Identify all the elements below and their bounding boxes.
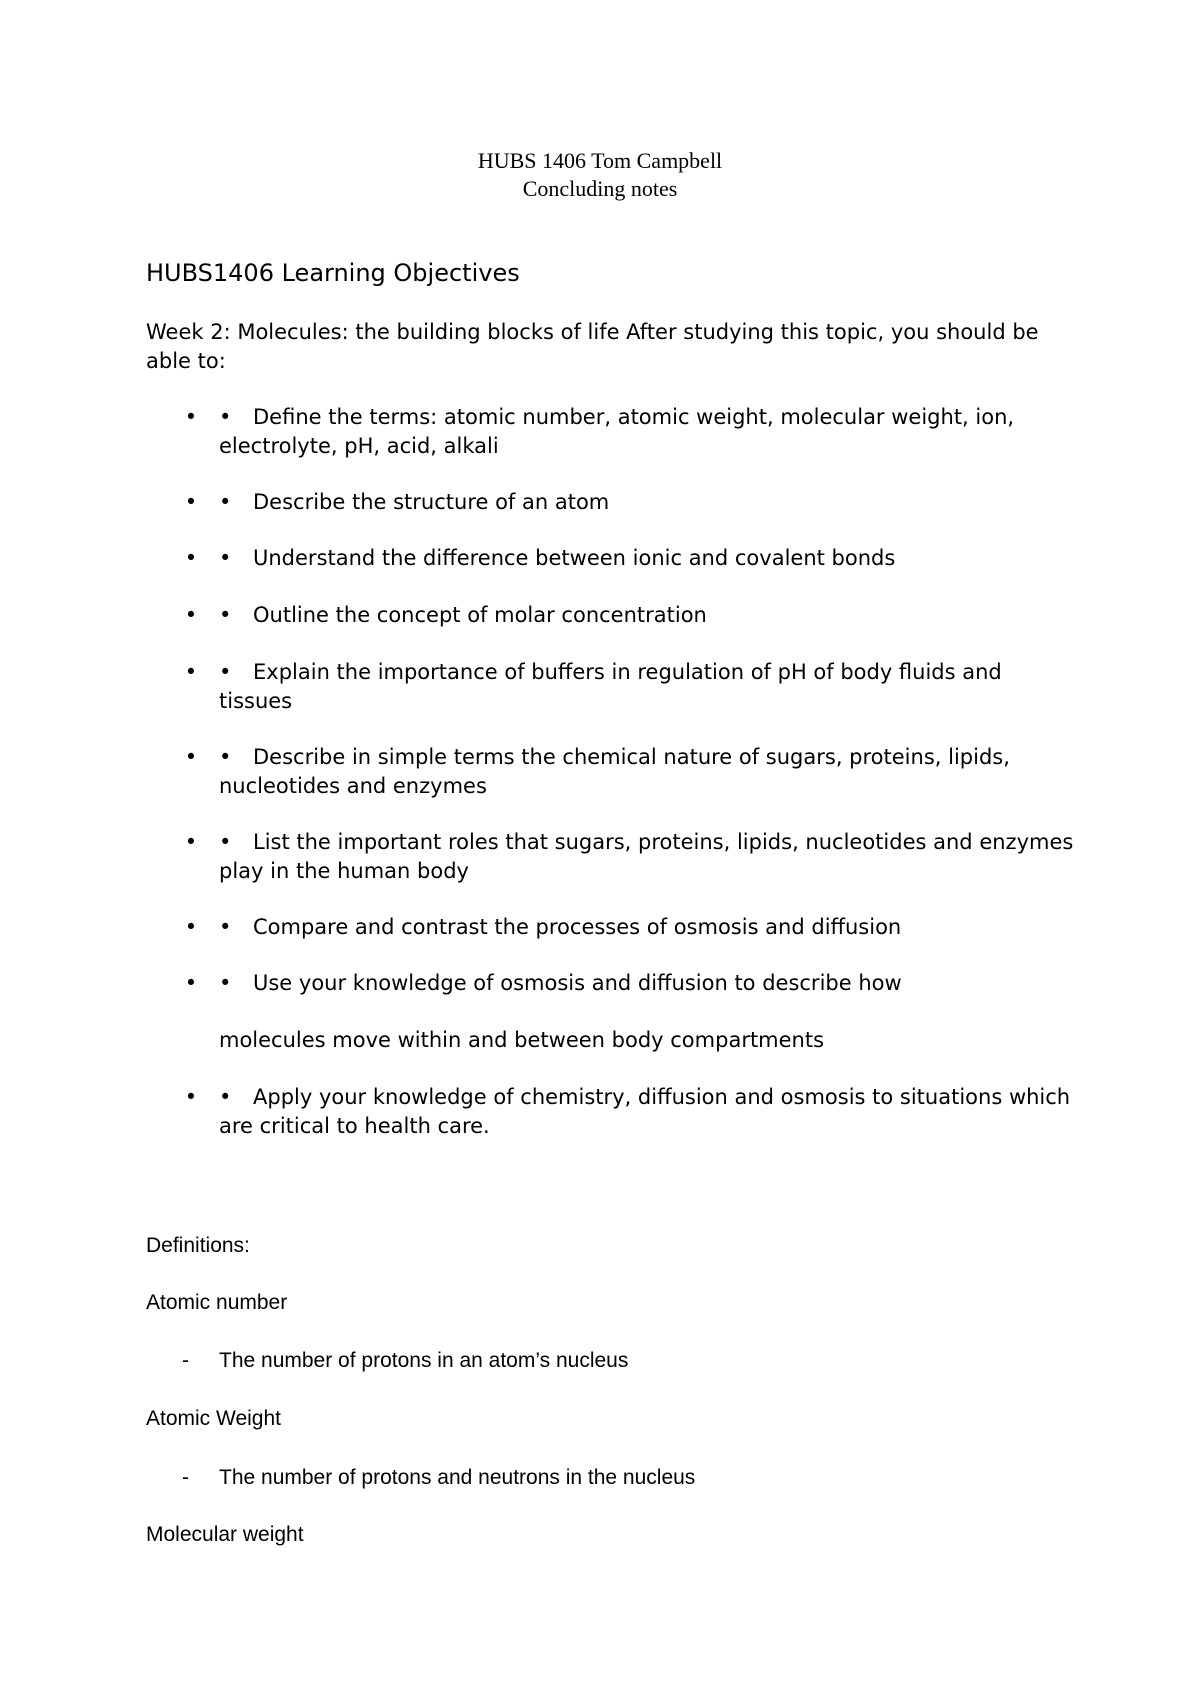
bullet-icon: • bbox=[219, 971, 232, 995]
bullet-icon: • bbox=[219, 1085, 232, 1109]
definition-term: Atomic Weight bbox=[146, 1407, 281, 1430]
document-header-subtitle: Concluding notes bbox=[522, 176, 678, 201]
bullet-icon: • bbox=[219, 915, 232, 939]
dash-icon: - bbox=[182, 1466, 189, 1489]
bullet-icon: • bbox=[184, 405, 198, 429]
dash-icon: - bbox=[182, 1349, 189, 1372]
definition-term: Molecular weight bbox=[146, 1523, 304, 1546]
bullet-icon: • bbox=[184, 745, 198, 769]
bullet-icon: • bbox=[184, 603, 198, 627]
definition-meaning-text: The number of protons and neutrons in the nucleus bbox=[219, 1466, 696, 1489]
objective-text bbox=[219, 658, 1079, 716]
bullet-icon: • bbox=[219, 603, 232, 627]
section-title: HUBS1406 Learning Objectives bbox=[146, 259, 520, 287]
objective-label: Apply your knowledge of chemistry, diffusion and osmosis to situations which are critical to health care. bbox=[219, 1085, 1071, 1138]
bullet-icon: • bbox=[184, 660, 198, 684]
bullet-icon: • bbox=[184, 830, 198, 854]
objective-text bbox=[219, 743, 1079, 801]
objective-text bbox=[219, 544, 1079, 573]
bullet-icon: • bbox=[184, 546, 198, 570]
objective-label: Outline the concept of molar concentration bbox=[253, 603, 707, 627]
objective-text bbox=[219, 913, 1079, 942]
bullet-icon: • bbox=[219, 830, 232, 854]
objective-label: Describe the structure of an atom bbox=[253, 490, 610, 514]
objective-label: List the important roles that sugars, proteins, lipids, nucleotides and enzymes play in the human body bbox=[219, 830, 1074, 883]
bullet-icon: • bbox=[219, 745, 232, 769]
bullet-icon: • bbox=[184, 490, 198, 514]
intro-paragraph: Week 2: Molecules: the building blocks of life After studying this topic, you should be able to: bbox=[146, 320, 1039, 373]
bullet-icon: • bbox=[219, 405, 232, 429]
objective-label: Understand the difference between ionic and covalent bonds bbox=[253, 546, 896, 570]
bullet-icon: • bbox=[184, 971, 198, 995]
objective-text bbox=[219, 601, 1079, 630]
objective-text bbox=[219, 488, 1079, 517]
objective-text bbox=[219, 828, 1079, 886]
objective-text bbox=[219, 1083, 1079, 1141]
bullet-icon: • bbox=[219, 546, 232, 570]
objective-label: Explain the importance of buffers in regulation of pH of body fluids and tissues bbox=[219, 660, 1002, 713]
bullet-icon: • bbox=[219, 660, 232, 684]
objective-label: Describe in simple terms the chemical nature of sugars, proteins, lipids, nucleotides and enzymes bbox=[219, 745, 1010, 798]
document-header-title: HUBS 1406 Tom Campbell bbox=[477, 148, 723, 173]
objective-label: Use your knowledge of osmosis and diffusion to describe how bbox=[253, 971, 902, 995]
bullet-icon: • bbox=[184, 1085, 198, 1109]
definition-meaning-text: The number of protons in an atom’s nucleus bbox=[219, 1349, 629, 1372]
definitions-heading: Definitions: bbox=[146, 1234, 250, 1257]
objective-text bbox=[219, 403, 1079, 461]
bullet-icon: • bbox=[219, 490, 232, 514]
objective-label: Compare and contrast the processes of osmosis and diffusion bbox=[253, 915, 902, 939]
objective-label: Define the terms: atomic number, atomic weight, molecular weight, ion, electrolyte, pH, acid, alkali bbox=[219, 405, 1015, 458]
definition-term: Atomic number bbox=[146, 1291, 288, 1314]
bullet-icon: • bbox=[184, 915, 198, 939]
objective-text bbox=[219, 969, 1079, 998]
objective-continuation: molecules move within and between body compartments bbox=[219, 1028, 825, 1052]
